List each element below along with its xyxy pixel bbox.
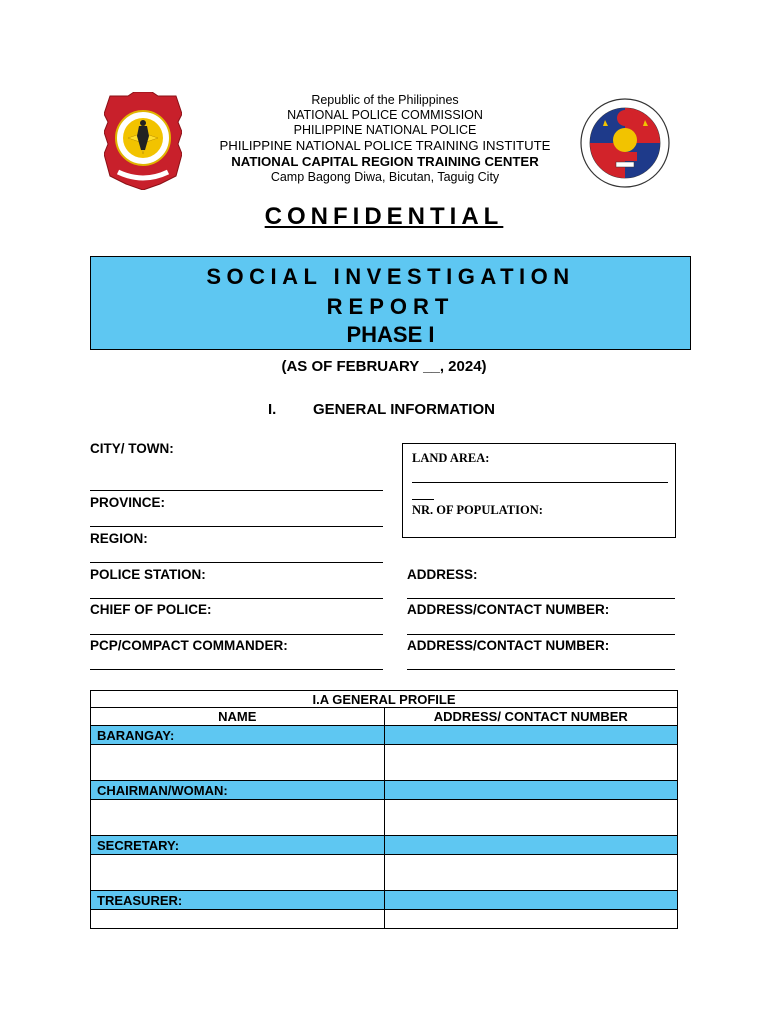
address-field[interactable] [407, 598, 675, 599]
report-title-line2: REPORT [326, 294, 455, 319]
report-title-box [90, 256, 691, 350]
barangay-contact-cell[interactable] [384, 745, 677, 781]
treasurer-contact-cell[interactable] [384, 910, 677, 929]
address-contact-field-1[interactable] [407, 634, 675, 635]
secretary-contact-cell[interactable] [384, 855, 677, 891]
table-row [91, 855, 678, 891]
city-town-field[interactable] [90, 490, 383, 491]
header-pnp: PHILIPPINE NATIONAL POLICE [293, 123, 477, 137]
table-row [91, 745, 678, 781]
barangay-name-cell[interactable] [91, 745, 385, 781]
address-contact-field-2[interactable] [407, 669, 675, 670]
section-title: GENERAL INFORMATION [313, 401, 495, 418]
barangay-label: BARANGAY: [91, 726, 385, 745]
chief-of-police-field[interactable] [90, 634, 383, 635]
region-label: REGION: [90, 531, 148, 546]
population-label: NR. OF POPULATION: [412, 503, 543, 517]
column-header-address: ADDRESS/ CONTACT NUMBER [384, 708, 677, 726]
treasurer-address-cell[interactable] [384, 891, 677, 910]
pnp-seal-icon [104, 92, 182, 190]
report-title-line3: PHASE I [346, 322, 435, 347]
city-town-label: CITY/ TOWN: [90, 441, 174, 456]
header-address: Camp Bagong Diwa, Bicutan, Taguig City [270, 170, 500, 184]
secretary-label: SECRETARY: [91, 836, 385, 855]
pnpti-seal-icon [575, 98, 675, 188]
land-area-field[interactable] [412, 482, 668, 483]
table-row [91, 891, 678, 910]
police-station-label: POLICE STATION: [90, 567, 206, 582]
address-contact-label-1: ADDRESS/CONTACT NUMBER: [407, 602, 610, 617]
header-napolcom: NATIONAL POLICE COMMISSION [287, 108, 483, 122]
table-row [91, 781, 678, 800]
province-label: PROVINCE: [90, 495, 166, 510]
treasurer-name-cell[interactable] [91, 910, 385, 929]
table-header-row [91, 708, 678, 726]
address-label: ADDRESS: [407, 567, 478, 582]
chairman-address-cell[interactable] [384, 781, 677, 800]
column-header-name: NAME [91, 708, 385, 726]
pcp-commander-label: PCP/COMPACT COMMANDER: [90, 638, 288, 653]
table-title-row [91, 691, 678, 708]
secretary-name-cell[interactable] [91, 855, 385, 891]
confidential-label: CONFIDENTIAL [264, 203, 504, 230]
header-pnpti: PHILIPPINE NATIONAL POLICE TRAINING INSTITUTE [219, 138, 551, 153]
region-field[interactable] [90, 562, 383, 563]
general-profile-table [90, 690, 678, 929]
address-contact-label-2: ADDRESS/CONTACT NUMBER: [407, 638, 610, 653]
land-area-field-continued [412, 499, 434, 500]
land-area-label: LAND AREA: [412, 451, 490, 465]
header-republic: Republic of the Philippines [311, 93, 459, 107]
header-ncr-training-center: NATIONAL CAPITAL REGION TRAINING CENTER [231, 154, 539, 169]
as-of-date: (AS OF FEBRUARY __, 2024) [281, 358, 487, 375]
treasurer-label: TREASURER: [91, 891, 385, 910]
chairman-label: CHAIRMAN/WOMAN: [91, 781, 385, 800]
police-station-field[interactable] [90, 598, 383, 599]
barangay-address-cell[interactable] [384, 726, 677, 745]
pcp-commander-field[interactable] [90, 669, 383, 670]
province-field[interactable] [90, 526, 383, 527]
table-row [91, 726, 678, 745]
land-area-box [402, 443, 676, 538]
secretary-address-cell[interactable] [384, 836, 677, 855]
table-row [91, 910, 678, 929]
chief-of-police-label: CHIEF OF POLICE: [90, 602, 212, 617]
chairman-name-cell[interactable] [91, 800, 385, 836]
chairman-contact-cell[interactable] [384, 800, 677, 836]
table-row [91, 836, 678, 855]
section-number: I. [268, 401, 277, 418]
table-row [91, 800, 678, 836]
report-title-line1: SOCIAL INVESTIGATION [206, 264, 575, 289]
table-title: I.A GENERAL PROFILE [91, 691, 678, 708]
